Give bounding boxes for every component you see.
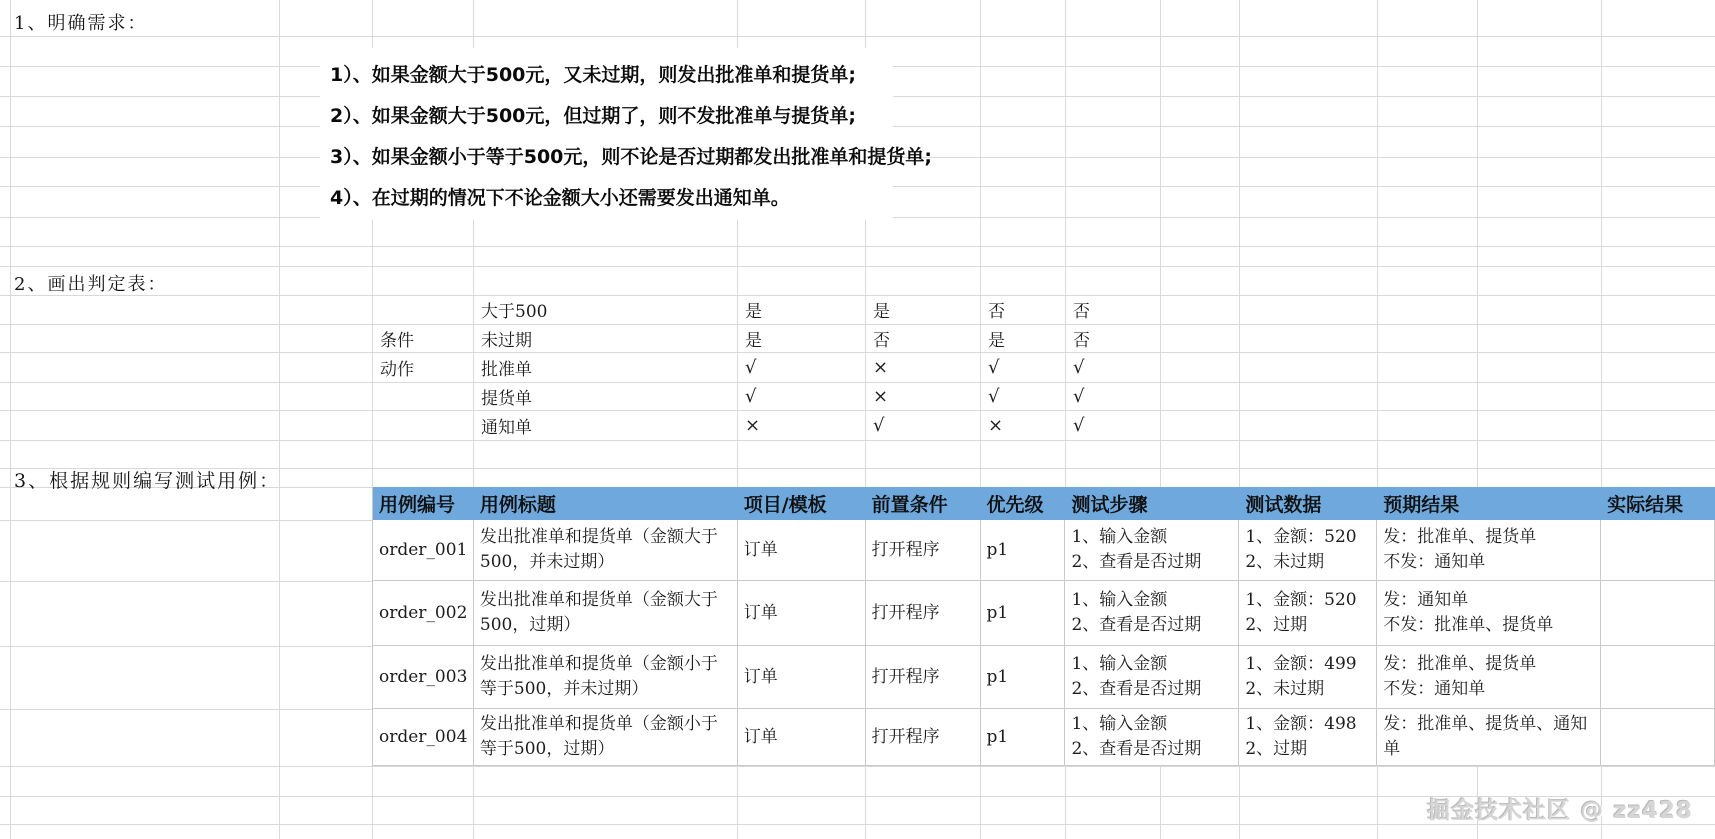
steps-cell[interactable]: 1、输入金额 2、查看是否过期: [1065, 646, 1239, 709]
decision-group-cell[interactable]: 条件: [380, 330, 414, 351]
decision-name-cell[interactable]: 大于500: [481, 302, 548, 322]
priority-cell[interactable]: p1: [981, 581, 1066, 646]
decision-value-cell[interactable]: 是: [988, 330, 1005, 351]
case-id-cell[interactable]: order_004: [373, 709, 474, 766]
project-cell[interactable]: 订单: [738, 581, 866, 646]
decision-value-cell[interactable]: 否: [1073, 302, 1090, 322]
test-data-cell[interactable]: 1、金额：498 2、过期: [1239, 709, 1377, 766]
decision-table: [372, 295, 1239, 440]
case-id-cell[interactable]: order_001: [373, 520, 474, 581]
test-case-table: [372, 487, 1715, 766]
project-cell[interactable]: 订单: [738, 520, 866, 581]
decision-value-cell[interactable]: 是: [745, 330, 762, 351]
actual-result-cell[interactable]: [1601, 581, 1715, 646]
decision-value-cell[interactable]: 是: [873, 302, 890, 322]
decision-value-cell[interactable]: ×: [988, 414, 1004, 436]
expected-cell[interactable]: 发：批准单、提货单 不发：通知单: [1377, 646, 1601, 709]
header-project[interactable]: 项目/模板: [743, 494, 827, 516]
precondition-cell[interactable]: 打开程序: [866, 581, 981, 646]
watermark: 掘金技术社区 @ zz428: [1427, 798, 1693, 824]
decision-value-cell[interactable]: ×: [745, 414, 761, 436]
test-table-header-row: [373, 487, 1715, 520]
requirement-line: 2）、如果金额大于500元，但过期了，则不发批准单与提货单;: [330, 105, 856, 127]
header-title[interactable]: 用例标题: [479, 494, 556, 516]
decision-value-cell[interactable]: ×: [873, 356, 889, 378]
decision-row: [372, 352, 1239, 382]
test-data-cell[interactable]: 1、金额：520 2、未过期: [1239, 520, 1377, 581]
title-cell[interactable]: 发出批准单和提货单（金额小于等于500，并未过期）: [474, 646, 738, 709]
decision-value-cell[interactable]: √: [1073, 414, 1085, 436]
project-cell[interactable]: 订单: [738, 709, 866, 766]
section2-label: 2、画出判定表：: [14, 274, 168, 295]
section3-label: 3、根据规则编写测试用例：: [14, 470, 281, 492]
test-case-row: [373, 581, 1715, 646]
decision-row: [372, 382, 1239, 410]
title-cell[interactable]: 发出批准单和提货单（金额大于500，过期）: [474, 581, 738, 646]
decision-name-cell[interactable]: 批准单: [481, 359, 532, 380]
decision-group-cell[interactable]: [372, 410, 473, 440]
test-case-row: [373, 646, 1715, 709]
decision-value-cell[interactable]: 否: [873, 330, 890, 351]
steps-cell[interactable]: 1、输入金额 2、查看是否过期: [1065, 709, 1239, 766]
test-data-cell[interactable]: 1、金额：520 2、过期: [1239, 581, 1377, 646]
header-expected[interactable]: 预期结果: [1383, 494, 1460, 516]
grid-line: [0, 36, 1715, 37]
case-id-cell[interactable]: order_003: [373, 646, 474, 709]
title-cell[interactable]: 发出批准单和提货单（金额小于等于500，过期）: [474, 709, 738, 766]
precondition-cell[interactable]: 打开程序: [866, 520, 981, 581]
decision-value-cell[interactable]: √: [745, 356, 757, 378]
section1-label: 1、明确需求：: [14, 13, 148, 34]
steps-cell[interactable]: 1、输入金额 2、查看是否过期: [1065, 581, 1239, 646]
decision-name-cell[interactable]: 通知单: [481, 417, 532, 438]
priority-cell[interactable]: p1: [981, 646, 1066, 709]
decision-value-cell[interactable]: √: [873, 414, 885, 436]
requirements-textbox[interactable]: [320, 48, 932, 220]
decision-name-cell[interactable]: 未过期: [481, 330, 532, 351]
decision-value-cell[interactable]: √: [745, 385, 757, 407]
header-steps[interactable]: 测试步骤: [1071, 494, 1148, 516]
precondition-cell[interactable]: 打开程序: [866, 709, 981, 766]
header-case-id[interactable]: 用例编号: [379, 494, 456, 516]
title-cell[interactable]: 发出批准单和提货单（金额大于500，并未过期）: [474, 520, 738, 581]
decision-value-cell[interactable]: 否: [988, 302, 1005, 322]
actual-result-cell[interactable]: [1601, 709, 1715, 766]
priority-cell[interactable]: p1: [981, 520, 1066, 581]
test-case-row: [373, 520, 1715, 581]
decision-row: [372, 410, 1239, 440]
expected-cell[interactable]: 发：批准单、提货单 不发：通知单: [1377, 520, 1601, 581]
decision-value-cell[interactable]: 是: [745, 302, 762, 322]
project-cell[interactable]: 订单: [738, 646, 866, 709]
expected-cell[interactable]: 发：批准单、提货单、通知单: [1377, 709, 1601, 766]
test-data-cell[interactable]: 1、金额：499 2、未过期: [1239, 646, 1377, 709]
decision-value-cell[interactable]: ×: [873, 385, 889, 407]
decision-name-cell[interactable]: 提货单: [481, 388, 532, 409]
decision-value-cell[interactable]: 否: [1073, 330, 1090, 351]
requirement-line: 4）、在过期的情况下不论金额大小还需要发出通知单。: [330, 187, 790, 209]
test-case-row: [373, 709, 1715, 766]
decision-row: [372, 295, 1239, 324]
header-test-data[interactable]: 测试数据: [1245, 494, 1322, 516]
decision-value-cell[interactable]: √: [988, 356, 1000, 378]
decision-row: [372, 324, 1239, 352]
case-id-cell[interactable]: order_002: [373, 581, 474, 646]
decision-value-cell[interactable]: √: [988, 385, 1000, 407]
requirement-line: 1）、如果金额大于500元，又未过期，则发出批准单和提货单;: [330, 64, 856, 86]
grid-line: [0, 440, 1715, 441]
steps-cell[interactable]: 1、输入金额 2、查看是否过期: [1065, 520, 1239, 581]
requirement-line: 3）、如果金额小于等于500元，则不论是否过期都发出批准单和提货单;: [330, 146, 932, 168]
decision-group-cell[interactable]: 动作: [380, 359, 414, 380]
grid-line: [0, 246, 1715, 247]
decision-group-cell[interactable]: [372, 295, 473, 324]
precondition-cell[interactable]: 打开程序: [866, 646, 981, 709]
decision-value-cell[interactable]: √: [1073, 385, 1085, 407]
header-actual[interactable]: 实际结果: [1607, 494, 1684, 516]
priority-cell[interactable]: p1: [981, 709, 1066, 766]
decision-group-cell[interactable]: [372, 382, 473, 410]
header-priority[interactable]: 优先级: [986, 494, 1044, 516]
actual-result-cell[interactable]: [1601, 646, 1715, 709]
expected-cell[interactable]: 发：通知单 不发：批准单、提货单: [1377, 581, 1601, 646]
actual-result-cell[interactable]: [1601, 520, 1715, 581]
decision-value-cell[interactable]: √: [1073, 356, 1085, 378]
header-precondition[interactable]: 前置条件: [871, 494, 948, 516]
grid-line: [0, 266, 1715, 267]
grid-line: [0, 766, 1715, 767]
